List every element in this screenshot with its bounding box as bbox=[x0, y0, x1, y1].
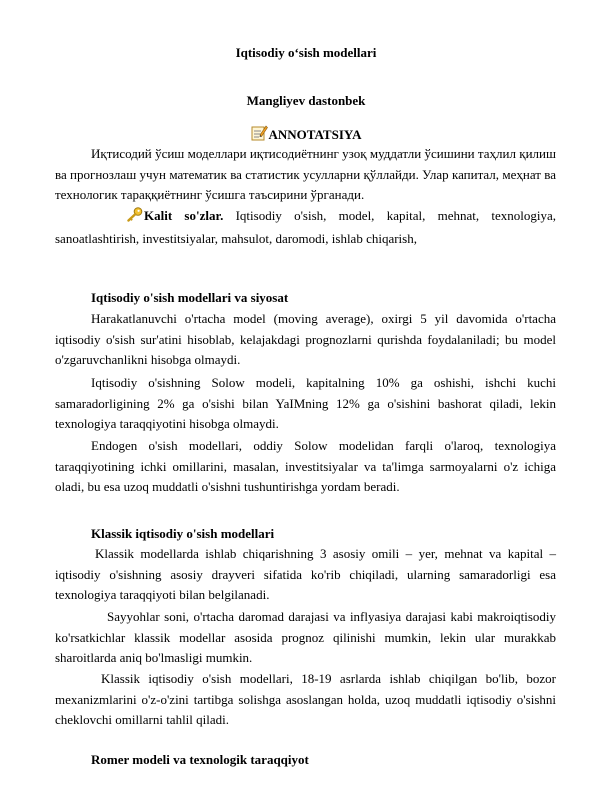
section-paragraph: Iqtisodiy o'sishning Solow modeli, kapitalning 10% ga oshishi, ishchi kuchi samaradorligining 2% ga o'sishi bilan YaIMning 12% ga o'sishini bashorat qiladi, lekin texnologiya taraqqiyotini hisobga olmaydi. bbox=[55, 375, 556, 431]
keywords-label: Kalit so'zlar. bbox=[144, 208, 224, 223]
section-paragraph: Harakatlanuvchi o'rtacha model (moving average), oxirgi 5 yil davomida o'rtacha iqtisodiy o'sish sur'atini hisoblab, kelajakdagi prognozlarni qurishda foydalaniladi; bu model o'zgaruvchanlikni hisobga olmaydi. bbox=[55, 311, 556, 367]
keywords-paragraph bbox=[55, 206, 556, 249]
section-paragraph: Klassik modellarda ishlab chiqarishning 3 asosiy omili – yer, mehnat va kapital – iqtisodiy o'sishning asosiy drayveri sifatida ko'rib chiqiladi, ularning samaradorligi esa texnologiya taraqqiyoti bilan belgilanadi. bbox=[55, 546, 556, 602]
annotation-heading: ANNOTATSIYA bbox=[268, 127, 362, 142]
document-title: Iqtisodiy o‘sish modellari bbox=[235, 45, 377, 60]
annotation-text: Иқтисодий ўсиш моделлари иқтисодиётнинг узоқ муддатли ўсишини таҳлил қилиш ва прогнозлаш учун математик ва статистик усулларни қўллайди. Улар капитал, меҳнат ва технологик тараққиётнинг ўсишга таъсирини ўрганади. bbox=[55, 146, 556, 202]
section-heading: Klassik iqtisodiy o'sish modellari bbox=[91, 526, 275, 541]
section-heading: Iqtisodiy o'sish modellari va siyosat bbox=[91, 290, 289, 305]
annotation-heading-line bbox=[0, 125, 612, 145]
section-paragraph: Endogen o'sish modellari, oddiy Solow modelidan farqli o'laroq, texnologiya taraqqiyotining ichki omillarini, masalan, investitsiyalar va ta'limga sarmoyalarni o'z ichiga oladi, bu esa uzoq muddatli o'sishni tushuntirishga yordam beradi. bbox=[55, 438, 556, 494]
section-paragraph: Klassik iqtisodiy o'sish modellari, 18-19 asrlarda ishlab chiqilgan bo'lib, bozor mexanizmlarini o'z-o'zini tartibga solishga asoslangan holda, uzoq muddatli iqtisodiy o'sishni cheklovchi omillarni tahlil qiladi. bbox=[55, 671, 556, 727]
keywords-text: Iqtisodiy o'sish, model, kapital, mehnat, texnologiya, sanoatlashtirish, investitsiyalar, mahsulot, daromodi, ishlab chiqarish, bbox=[55, 208, 557, 246]
author-name: Mangliyev dastonbek bbox=[246, 93, 366, 108]
memo-icon bbox=[251, 125, 268, 145]
section-heading: Romer modeli va texnologik taraqqiyot bbox=[91, 752, 309, 767]
section-paragraph: Sayyohlar soni, o'rtacha daromad darajasi va inflyasiya darajasi kabi makroiqtisodiy ko'rsatkichlar klassik modellar asosida prognoz qilinishi mumkin, lekin ular murakkab sharoitlarda aniq bo'lmasligi mumkin. bbox=[55, 609, 556, 665]
key-icon bbox=[91, 207, 143, 229]
